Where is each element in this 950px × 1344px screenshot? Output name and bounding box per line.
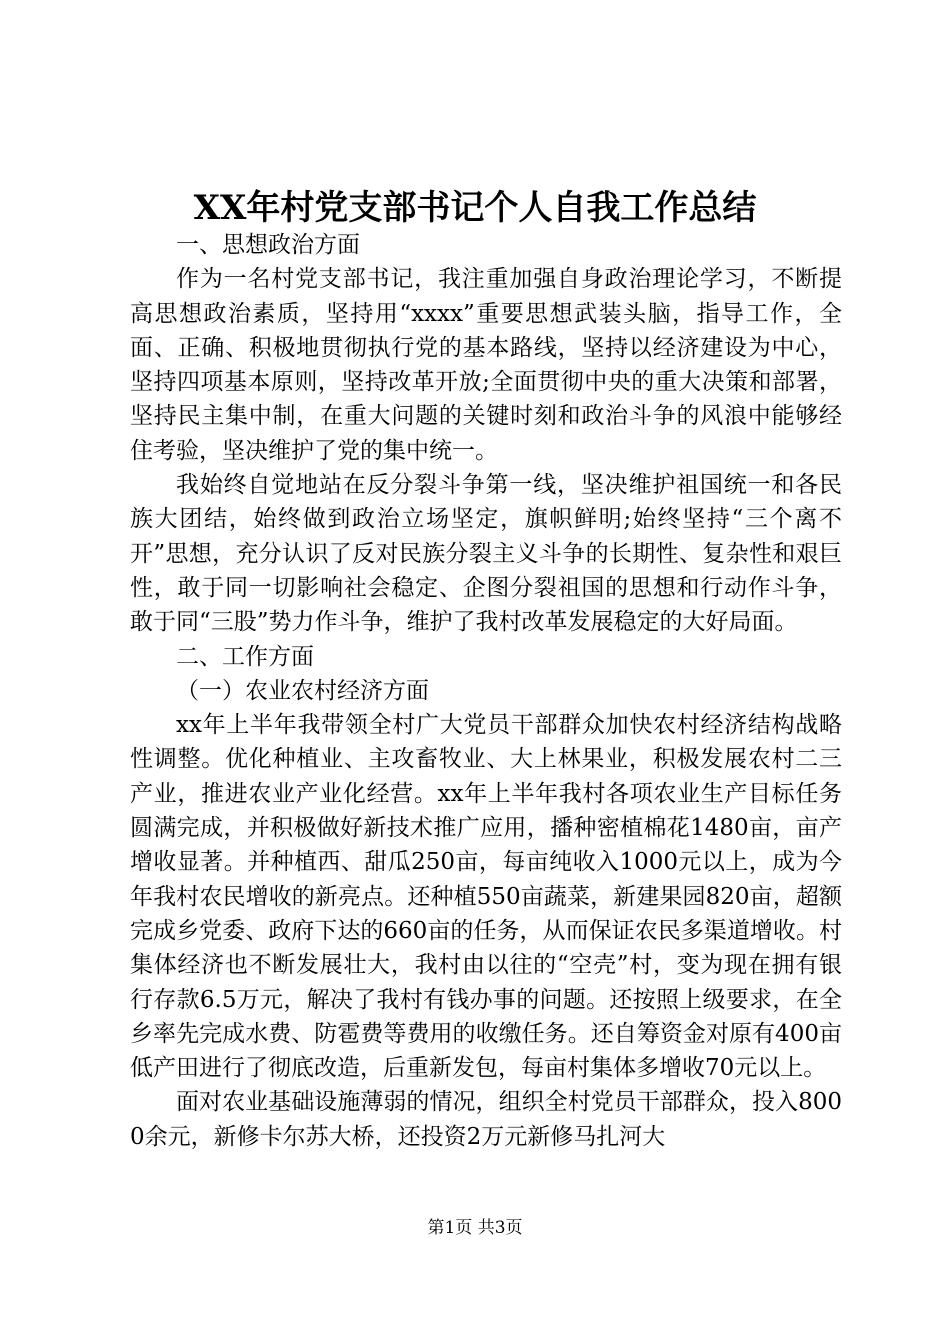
paragraph: 我始终自觉地站在反分裂斗争第一线，坚决维护祖国统一和各民族大团结，始终做到政治立场坚定，旗帜鲜明;始终坚持“三个离不开”思想，充分认识了反对民族分裂主义斗争的长期性、复杂性和艰巨性，敢于同一切影响社会稳定、企图分裂祖国的思想和行动作斗争，敢于同“三股”势力作斗争，维护了我村改革发展稳定的大好局面。 <box>130 472 842 636</box>
section-heading-work: 二、工作方面 <box>176 643 314 670</box>
document-title: XX年村党支部书记个人自我工作总结 <box>193 188 757 228</box>
paragraph: 作为一名村党支部书记，我注重加强自身政治理论学习，不断提高思想政治素质，坚持用“xxxx”重要思想武装头脑，指导工作，全面、正确、积极地贯彻执行党的基本路线，坚持以经济建设为中心，坚持四项基本原则，坚持改革开放;全面贯彻中央的重大决策和部署，坚持民主集中制，在重大问题的关键时刻和政治斗争的风浪中能够经住考验，坚决维护了党的集中统一。 <box>130 266 842 464</box>
paragraph: xx年上半年我带领全村广大党员干部群众加快农村经济结构战略性调整。优化种植业、主攻畜牧业、大上林果业，积极发展农村二三产业，推进农业产业化经营。xx年上半年我村各项农业生产目标任务圆满完成，并积极做好新技术推广应用，播种密植棉花1480亩，亩产增收显著。并种植西、甜瓜250亩，每亩纯收入1000元以上，成为今年我村农民增收的新亮点。还种植550亩蔬菜，新建果园820亩，超额完成乡党委、政府下达的660亩的任务，从而保证农民多渠道增收。村集体经济也不断发展壮大，我村由以往的“空壳”村，变为现在拥有银行存款6.5万元，解决了我村有钱办事的问题。还按照上级要求，在全乡率先完成水费、防雹费等费用的收缴任务。还自筹资金对原有400亩低产田进行了彻底改造，后重新发包，每亩村集体多增收70元以上。 <box>130 712 842 1082</box>
page-footer: 第1页 共3页 <box>427 1218 523 1238</box>
section-heading-political: 一、思想政治方面 <box>176 232 360 258</box>
subsection-heading-agriculture: （一）农业农村经济方面 <box>176 677 429 704</box>
paragraph: 面对农业基础设施薄弱的情况，组织全村党员干部群众，投入8000余元，新修卡尔苏大桥，还投资2万元新修马扎河大 <box>130 1089 842 1150</box>
document-body <box>130 228 842 1154</box>
